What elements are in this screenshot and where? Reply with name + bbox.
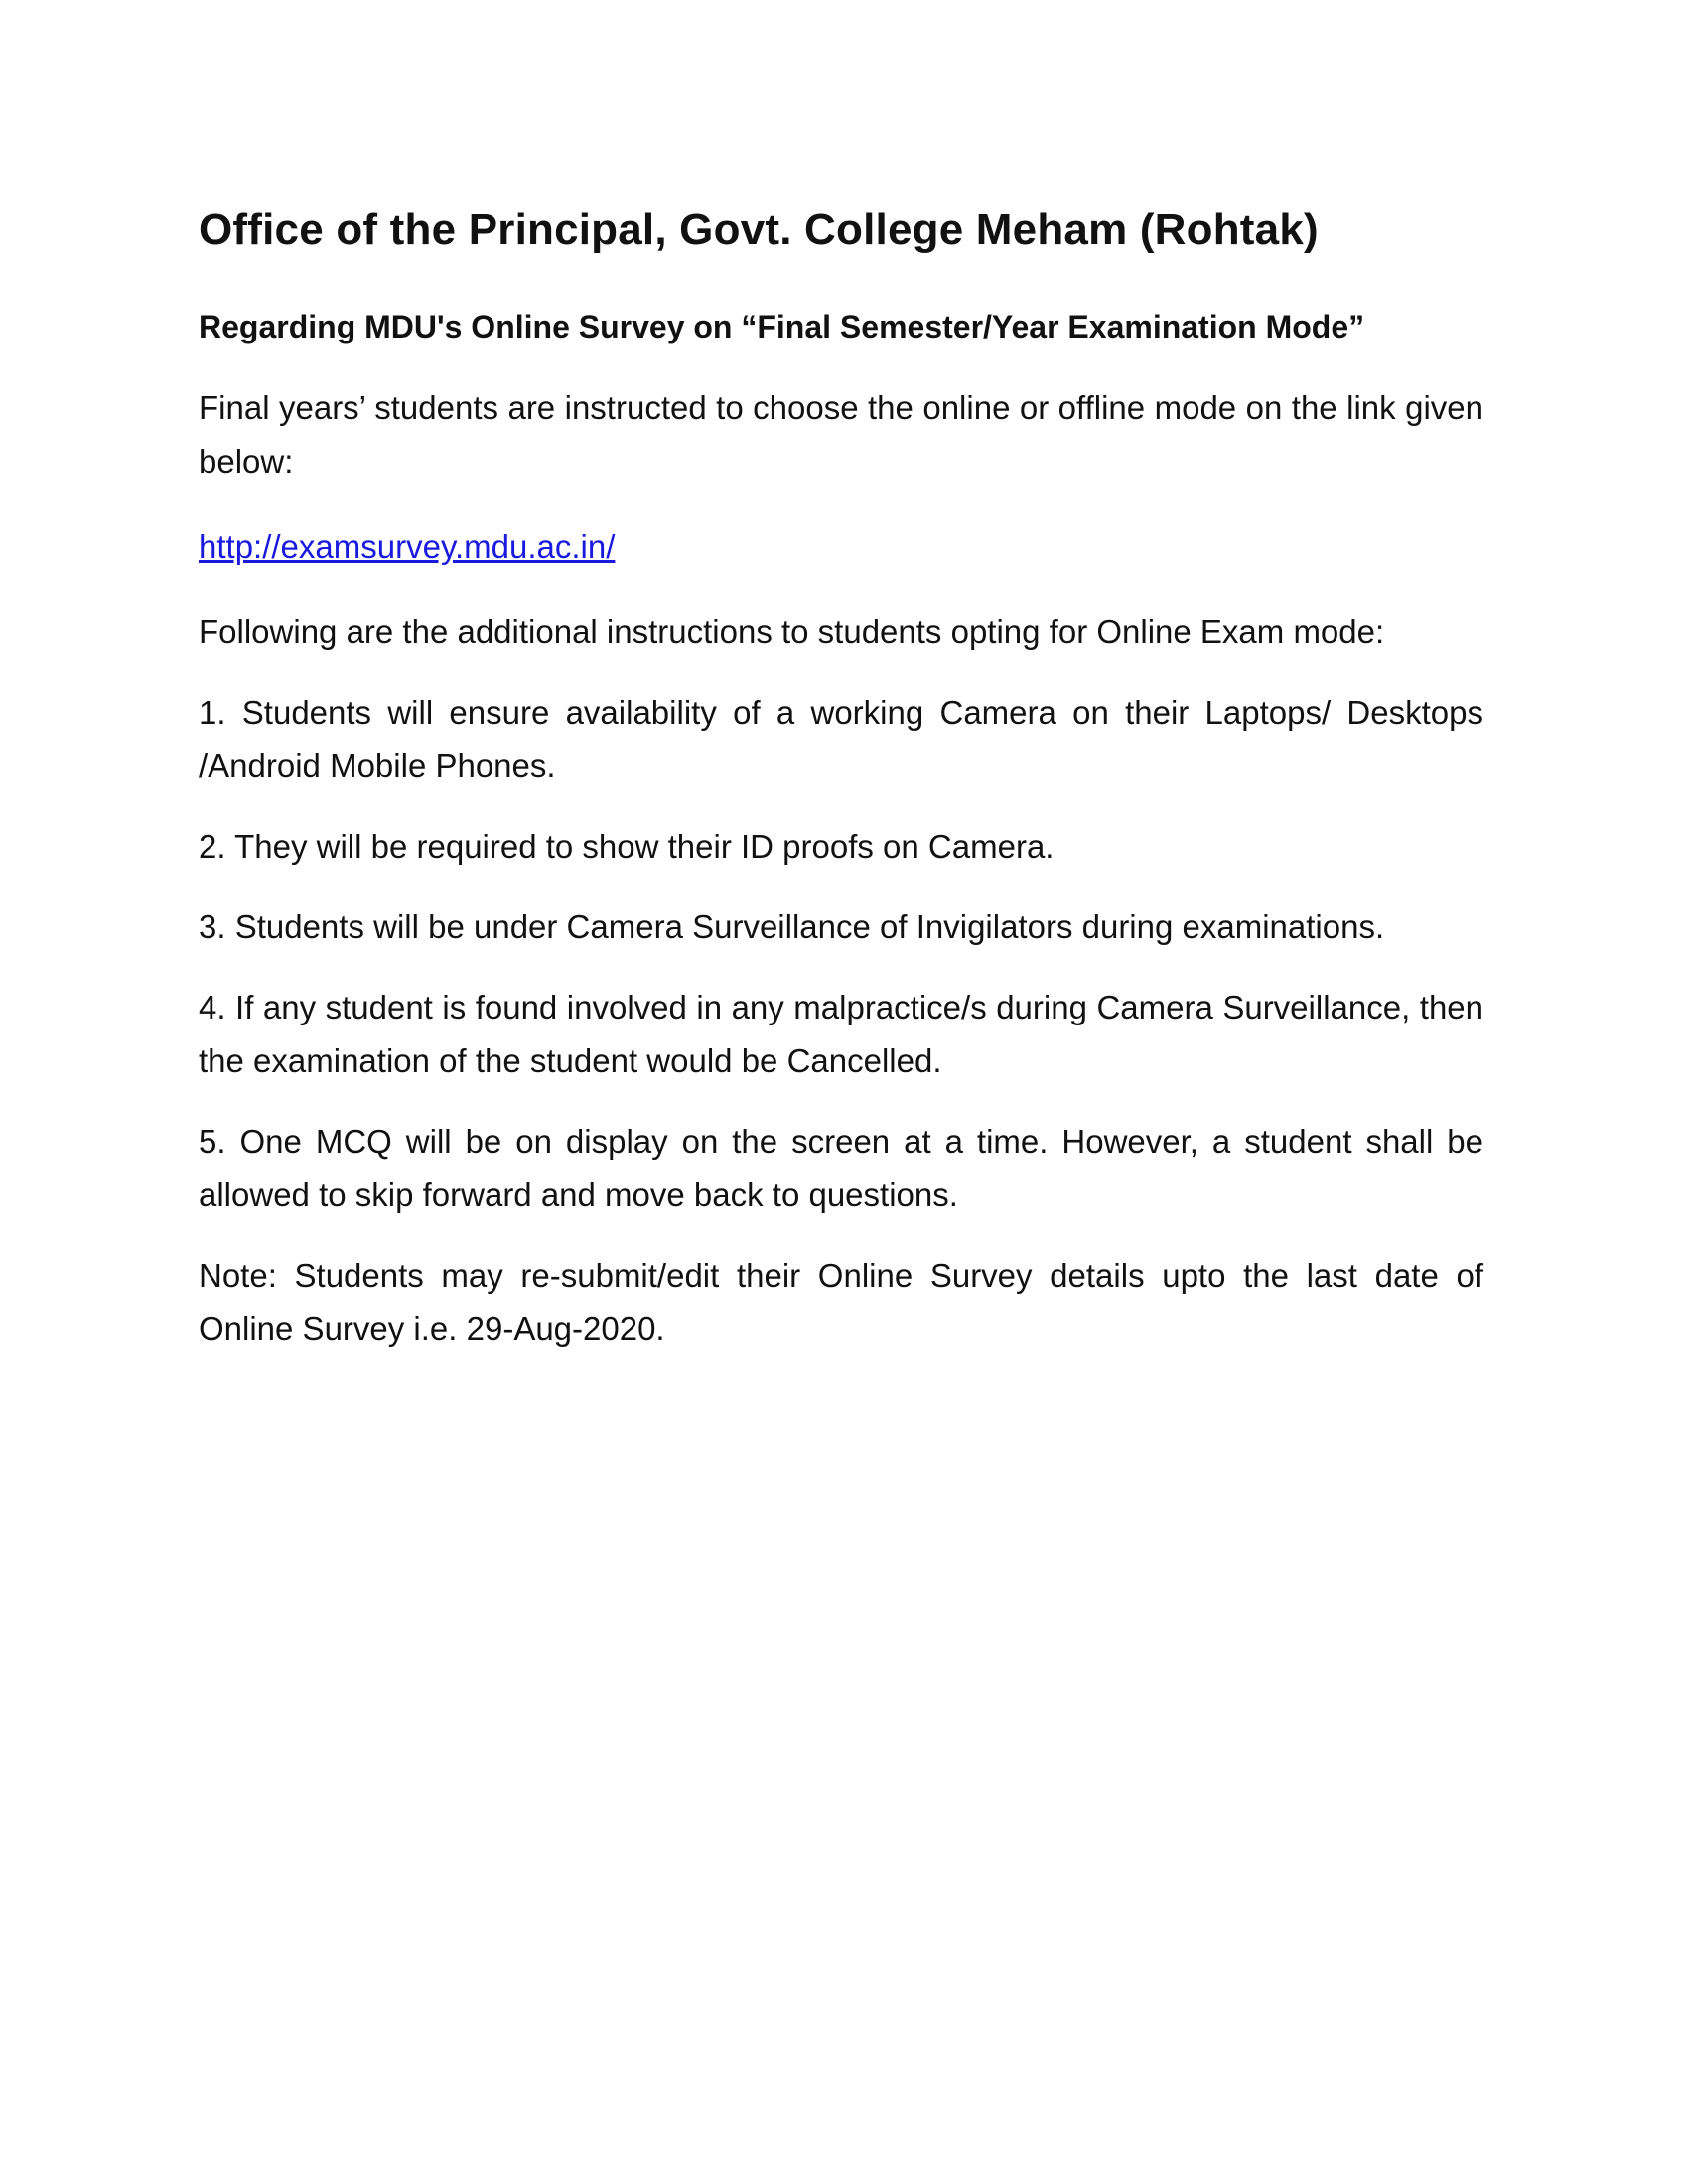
instruction-item: 2. They will be required to show their ID proofs on Camera. bbox=[199, 828, 1055, 865]
note-paragraph: Note: Students may re-submit/edit their Online Survey details upto the last date of Online Survey i.e. 29-Aug-2020. bbox=[199, 1257, 1483, 1347]
notice-subject: Regarding MDU's Online Survey on “Final Semester/Year Examination Mode” bbox=[199, 309, 1365, 344]
instruction-item: 3. Students will be under Camera Surveillance of Invigilators during examinations. bbox=[199, 908, 1385, 945]
survey-link[interactable]: http://examsurvey.mdu.ac.in/ bbox=[199, 528, 616, 565]
instruction-item: 4. If any student is found involved in any malpractice/s during Camera Surveillance, then the examination of the student would be Cancelled. bbox=[199, 989, 1483, 1079]
intro-paragraph: Final years’ students are instructed to choose the online or offline mode on the link given below: bbox=[199, 389, 1483, 479]
additional-instructions-intro: Following are the additional instructions to students opting for Online Exam mode: bbox=[199, 614, 1385, 650]
document-page bbox=[199, 199, 1483, 1356]
survey-link-paragraph bbox=[199, 520, 1483, 574]
instruction-item: 5. One MCQ will be on display on the screen at a time. However, a student shall be allowed to skip forward and move back to questions. bbox=[199, 1123, 1483, 1213]
page-title: Office of the Principal, Govt. College Meham (Rohtak) bbox=[199, 205, 1319, 254]
instruction-item: 1. Students will ensure availability of a working Camera on their Laptops/ Desktops /Android Mobile Phones. bbox=[199, 694, 1483, 784]
